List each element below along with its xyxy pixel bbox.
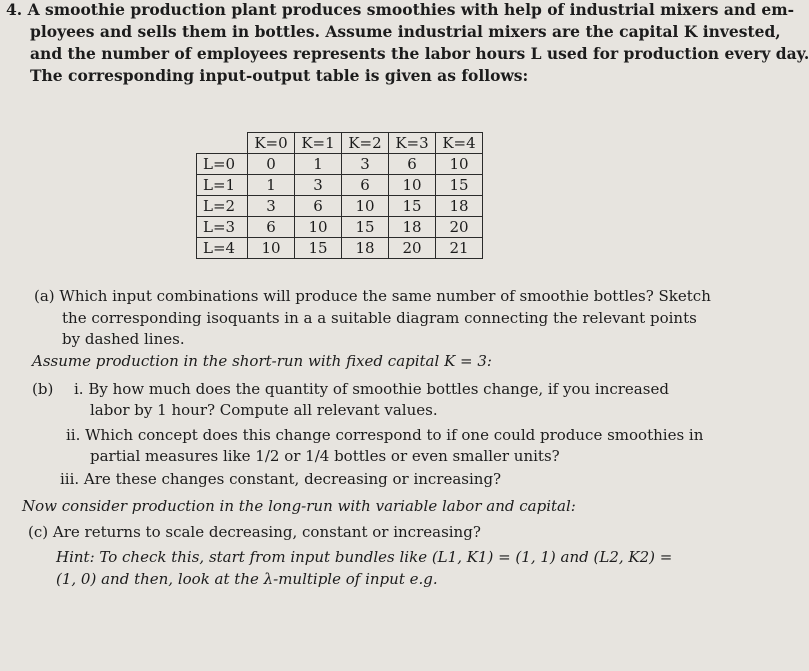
table-cell: 10 (295, 217, 342, 238)
table-cell: 1 (248, 175, 295, 196)
long-run-statement: Now consider production in the long-run with variable labor and capital: (22, 497, 576, 515)
column-header-k2: K=2 (342, 133, 389, 154)
column-header-k3: K=3 (389, 133, 436, 154)
question-b-i-line-1: i. By how much does the quantity of smoothie bottles change, if you increased (74, 380, 669, 398)
table-cell: 18 (389, 217, 436, 238)
table-cell: 20 (436, 217, 483, 238)
intro-line-1: 4. A smoothie production plant produces smoothies with help of industrial mixers and em- (6, 0, 795, 19)
table-cell: 15 (342, 217, 389, 238)
table-cell: 1 (295, 154, 342, 175)
row-header-l2: L=2 (197, 196, 248, 217)
table-cell: 20 (389, 238, 436, 259)
table-cell: 6 (389, 154, 436, 175)
table-cell: 3 (342, 154, 389, 175)
table-row (197, 217, 483, 238)
table-cell: 6 (342, 175, 389, 196)
column-header-k4: K=4 (436, 133, 483, 154)
row-header-l3: L=3 (197, 217, 248, 238)
table-cell: 3 (248, 196, 295, 217)
table-cell: 18 (342, 238, 389, 259)
question-b-label: (b) (32, 380, 54, 398)
question-b-ii-line-1: ii. Which concept does this change correspond to if one could produce smoothies in (66, 426, 704, 444)
short-run-assumption: Assume production in the short-run with fixed capital K = 3: (32, 352, 492, 370)
question-b-ii-line-2: partial measures like 1/2 or 1/4 bottles or even smaller units? (90, 447, 560, 465)
table-corner-cell (197, 133, 248, 154)
row-header-l4: L=4 (197, 238, 248, 259)
hint-line-2: (1, 0) and then, look at the λ-multiple of input e.g. (56, 570, 438, 588)
table-cell: 21 (436, 238, 483, 259)
input-output-table (196, 132, 483, 259)
hint-line-1: Hint: To check this, start from input bundles like (L1, K1) = (1, 1) and (L2, K2) = (56, 548, 673, 566)
table-cell: 10 (389, 175, 436, 196)
intro-line-3: and the number of employees represents the labor hours L used for production every day. (30, 44, 809, 63)
question-a-line-3: by dashed lines. (62, 330, 185, 348)
table-cell: 3 (295, 175, 342, 196)
table-row (197, 196, 483, 217)
intro-line-2: ployees and sells them in bottles. Assume industrial mixers are the capital K invested, (30, 22, 781, 41)
column-header-k1: K=1 (295, 133, 342, 154)
question-b-iii: iii. Are these changes constant, decreasing or increasing? (60, 470, 502, 488)
table-cell: 18 (436, 196, 483, 217)
row-header-l1: L=1 (197, 175, 248, 196)
table-cell: 0 (248, 154, 295, 175)
column-header-k0: K=0 (248, 133, 295, 154)
table-row (197, 238, 483, 259)
table-row (197, 175, 483, 196)
table-cell: 15 (295, 238, 342, 259)
table-cell: 15 (436, 175, 483, 196)
table-cell: 10 (248, 238, 295, 259)
table-cell: 10 (436, 154, 483, 175)
question-c-line-1: (c) Are returns to scale decreasing, constant or increasing? (28, 523, 481, 541)
table-header-row (197, 133, 483, 154)
table-cell: 15 (389, 196, 436, 217)
question-b-i-line-2: labor by 1 hour? Compute all relevant values. (90, 401, 438, 419)
table-cell: 6 (295, 196, 342, 217)
intro-line-4: The corresponding input-output table is given as follows: (30, 66, 529, 85)
row-header-l0: L=0 (197, 154, 248, 175)
question-a-line-2: the corresponding isoquants in a a suitable diagram connecting the relevant points (62, 309, 697, 327)
table-row (197, 154, 483, 175)
table-cell: 6 (248, 217, 295, 238)
table-cell: 10 (342, 196, 389, 217)
question-a-line-1: (a) Which input combinations will produce the same number of smoothie bottles? Sketch (34, 287, 711, 305)
